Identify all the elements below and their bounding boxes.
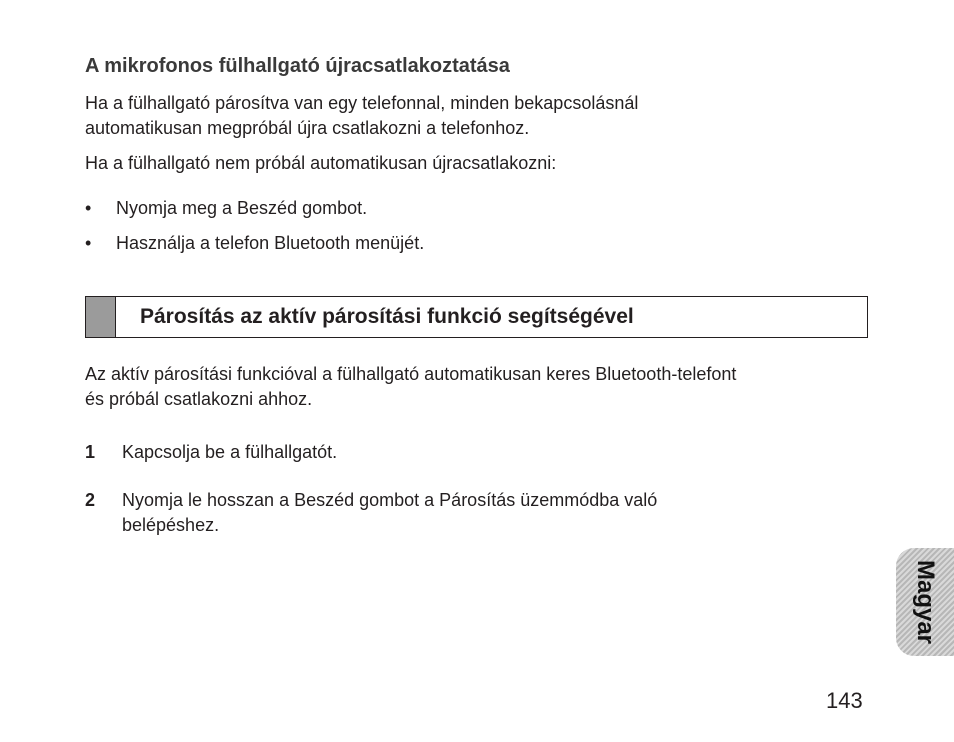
bullet-dot: • bbox=[85, 198, 92, 218]
section-marker bbox=[86, 297, 116, 337]
section-heading: A mikrofonos fülhallgató újracsatlakoztatása bbox=[85, 55, 510, 77]
section-title: Párosítás az aktív párosítási funkció segítségével bbox=[140, 305, 634, 328]
bullet-text: Nyomja meg a Beszéd gombot. bbox=[116, 198, 368, 218]
step-number: 2 bbox=[85, 490, 96, 510]
paragraph-reconnect-info bbox=[85, 91, 638, 141]
paragraph-line: és próbál csatlakozni ahhoz. bbox=[85, 389, 313, 409]
step-number: 1 bbox=[85, 442, 96, 462]
step-line: Nyomja le hosszan a Beszéd gombot a Párosítás üzemmódba való bbox=[122, 490, 658, 510]
step-text bbox=[122, 488, 802, 538]
paragraph-line: Az aktív párosítási funkcióval a fülhallgató automatikusan keres Bluetooth-telefont bbox=[85, 364, 737, 384]
bullet-dot: • bbox=[85, 233, 92, 253]
language-tab-label: Magyar bbox=[912, 559, 939, 645]
step-line: Kapcsolja be a fülhallgatót. bbox=[122, 442, 338, 462]
step-text bbox=[122, 440, 802, 465]
paragraph-line: automatikusan megpróbál újra csatlakozni a telefonhoz. bbox=[85, 118, 530, 138]
language-tab bbox=[896, 548, 954, 656]
bullet-text: Használja a telefon Bluetooth menüjét. bbox=[116, 233, 425, 253]
paragraph-active-pairing bbox=[85, 362, 736, 412]
paragraph-line: Ha a fülhallgató párosítva van egy telefonnal, minden bekapcsolásnál bbox=[85, 93, 639, 113]
section-title-box bbox=[85, 296, 868, 338]
page-number: 143 bbox=[826, 688, 863, 713]
paragraph-manual-reconnect: Ha a fülhallgató nem próbál automatikusan újracsatlakozni: bbox=[85, 153, 557, 173]
step-line: belépéshez. bbox=[122, 515, 220, 535]
